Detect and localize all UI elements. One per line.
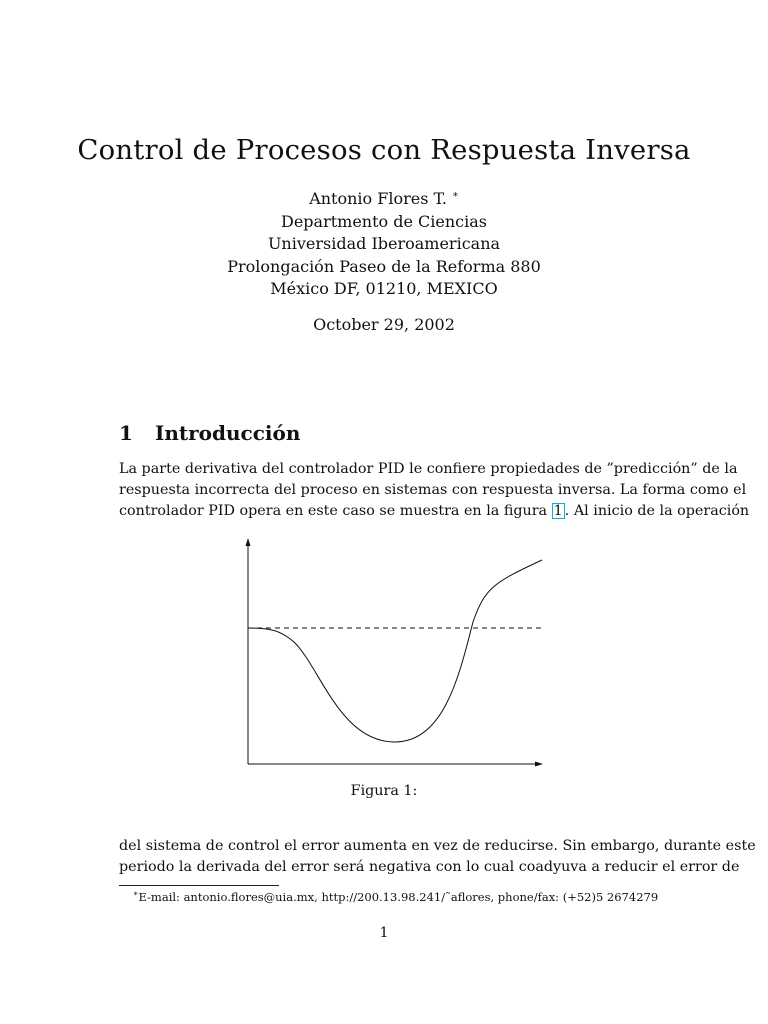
- affiliation-line: Prolongación Paseo de la Reforma 880: [227, 256, 541, 276]
- paragraph-text: controlador PID opera en este caso se muestra en la figura: [119, 503, 552, 519]
- author-footnote-mark: ∗: [452, 189, 459, 201]
- paragraph-line: del sistema de control el error aumenta en vez de reducirse. Sin embargo, durante este: [119, 838, 756, 854]
- paper-title: Control de Procesos con Respuesta Inversa: [77, 134, 691, 166]
- affiliation-line: México DF, 01210, MEXICO: [270, 279, 498, 299]
- paragraph-text: . Al inicio de la operación: [564, 503, 750, 519]
- paragraph-line: respuesta incorrecta del proceso en sistemas con respuesta inversa. La forma como el: [119, 482, 747, 498]
- paragraph-line: [119, 501, 750, 522]
- footnote-rule: [119, 885, 279, 886]
- figure-plot: [230, 532, 560, 772]
- paragraph-continuation: [119, 836, 756, 878]
- author-block: [0, 188, 768, 301]
- footnote-mark: ∗: [133, 889, 139, 898]
- paper-date: October 29, 2002: [313, 315, 455, 334]
- section-heading: [119, 421, 300, 445]
- figure-caption: Figura 1:: [350, 783, 418, 799]
- paragraph-intro: [119, 459, 750, 522]
- affiliation-line: Departmento de Ciencias: [280, 211, 487, 231]
- section-number: 1: [119, 421, 133, 445]
- page-number: 1: [379, 925, 389, 941]
- author-name: Antonio Flores T.: [309, 189, 447, 208]
- y-axis-arrow: [246, 538, 251, 546]
- figure-inverse-response: [230, 532, 560, 772]
- paragraph-line: periodo la derivada del error será negativa con lo cual coadyuva a reducir el error de: [119, 859, 740, 875]
- footnote-text: E-mail: antonio.flores@uia.mx, http://200.13.98.241/˜aflores, phone/fax: (+52)5 2674279: [138, 889, 659, 904]
- paragraph-line: La parte derivativa del controlador PID le confiere propiedades de ”predicción” de la: [119, 461, 738, 477]
- footnote: [133, 889, 658, 904]
- affiliation-line: Universidad Iberoamericana: [267, 234, 501, 254]
- response-curve: [248, 560, 542, 742]
- x-axis-arrow: [535, 762, 543, 767]
- section-title: Introducción: [155, 421, 301, 445]
- figure-reference-link[interactable]: 1: [553, 503, 563, 519]
- author-name-line: [0, 188, 768, 211]
